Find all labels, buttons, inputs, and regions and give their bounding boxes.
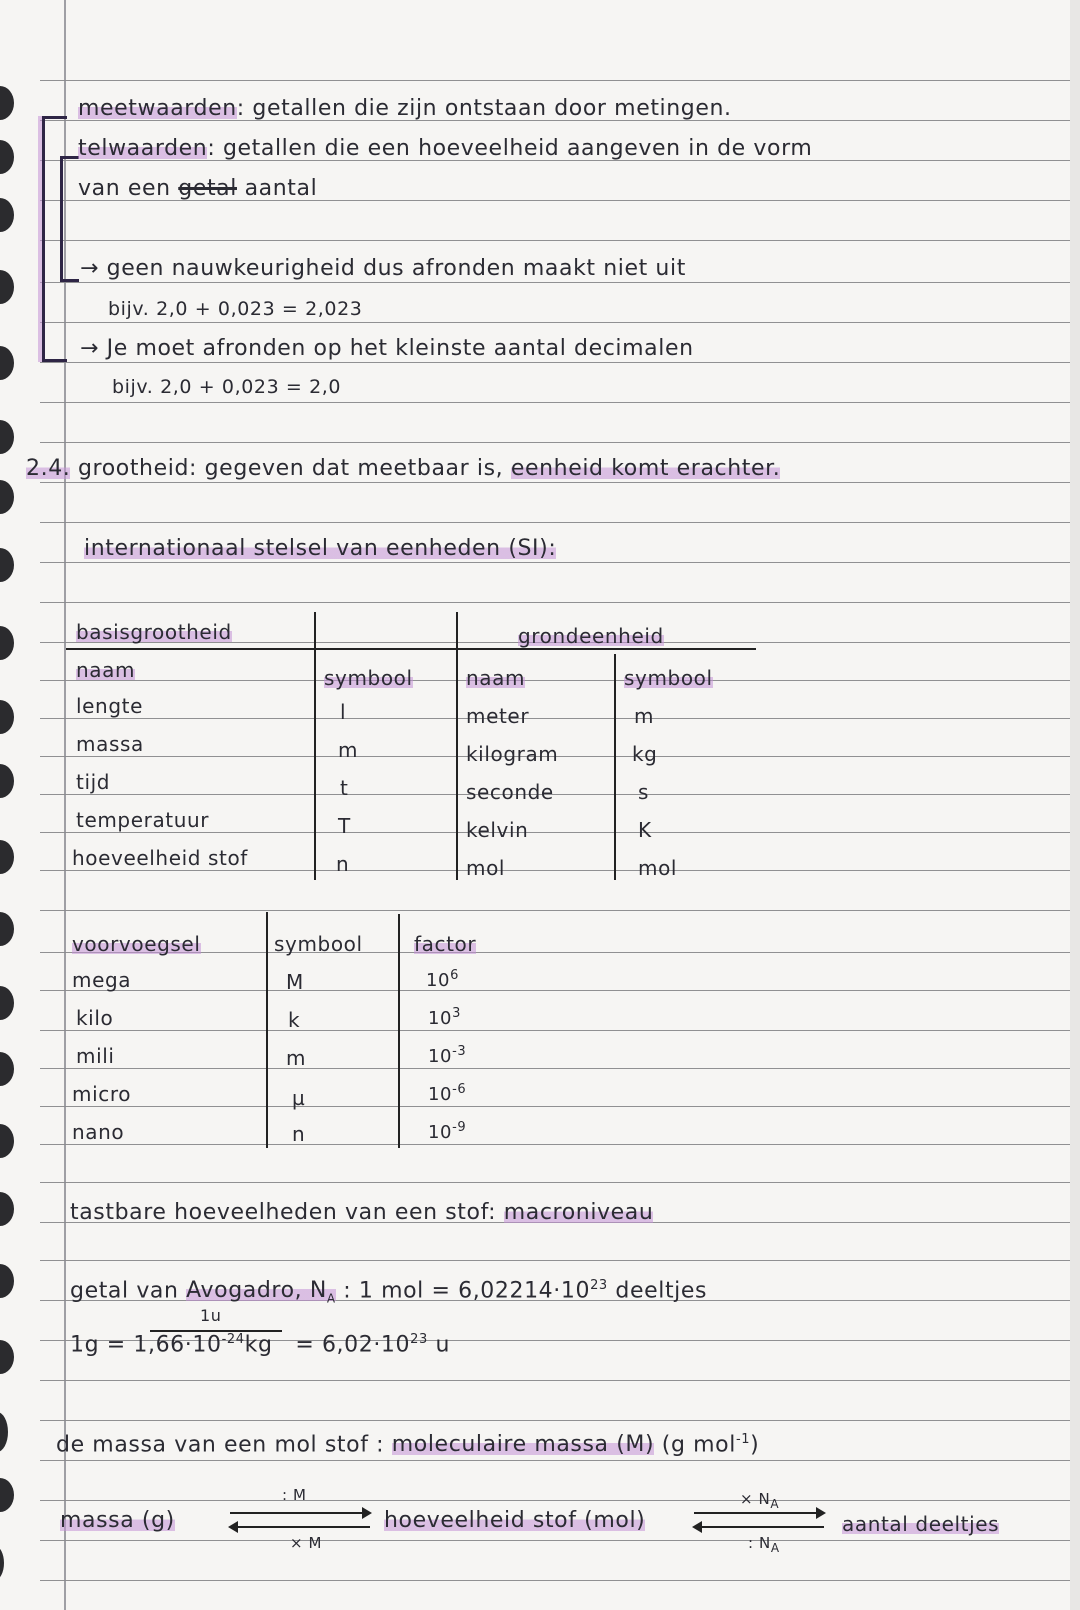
rule-line [40, 1380, 1080, 1381]
rule-line [40, 322, 1080, 323]
atomic-mass-unit-line [70, 1332, 450, 1357]
text: van een [78, 176, 171, 201]
si-cell: K [638, 818, 652, 842]
si-cell: kelvin [466, 818, 529, 842]
rule-line [40, 362, 1080, 363]
table-divider [614, 654, 616, 880]
text: naam [466, 666, 526, 690]
text: : 1 mol = 6,02214·10 [343, 1278, 591, 1304]
text: geen nauwkeurigheid dus afronden maakt niet uit [106, 256, 686, 281]
prefix-name: micro [72, 1082, 132, 1106]
term-grootheid: grootheid [77, 456, 190, 481]
table-divider [398, 914, 400, 1148]
bracket-telwaarden [60, 156, 79, 282]
rule-line [40, 870, 1080, 871]
binder-hole [0, 1192, 14, 1226]
si-group-basisgrootheid [76, 620, 232, 644]
si-header-naam-eenheid [466, 666, 525, 690]
arrow-left-icon [230, 1526, 370, 1528]
exponent: -1 [735, 1432, 751, 1447]
prefix-name: mega [72, 968, 132, 992]
text: 1g [70, 1332, 100, 1358]
subscript: A [326, 1291, 336, 1306]
arrow-right-icon [230, 1512, 370, 1514]
text: 10 [426, 970, 451, 991]
binder-hole [0, 626, 14, 660]
prefix-symbol: m [286, 1046, 307, 1070]
binder-hole [0, 86, 14, 120]
prefix-factor [428, 1082, 466, 1105]
section-number: 2.4. [26, 456, 71, 481]
rule-line [40, 910, 1080, 911]
text: (g mol [661, 1432, 736, 1458]
si-header-naam [76, 658, 135, 682]
binder-hole [0, 986, 14, 1020]
text: grondeenheid [518, 624, 664, 648]
text: hoeveelheid stof (mol) [384, 1508, 646, 1533]
term-moleculaire-massa: moleculaire massa (M) [391, 1432, 655, 1458]
prefix-factor [426, 968, 459, 991]
text: 10 [428, 1008, 453, 1029]
text: × N [740, 1490, 771, 1508]
arrow-note-meetwaarden [80, 336, 694, 361]
prefix-factor [428, 1120, 466, 1143]
text: : gegeven dat meetbaar is, [189, 456, 504, 481]
rule-line [40, 522, 1080, 523]
si-cell: t [340, 776, 349, 800]
binder-hole [0, 1546, 4, 1580]
prefix-symbol: M [286, 970, 304, 994]
definition-text: : getallen die zijn ontstaan door metingen. [236, 96, 732, 121]
si-cell: temperatuur [76, 808, 210, 832]
rule-line [40, 1420, 1080, 1421]
text: voorvoegsel [72, 932, 201, 956]
rule-line [40, 1182, 1080, 1183]
si-cell: m [338, 738, 359, 762]
rule-line [40, 282, 1080, 283]
rule-line [40, 1500, 1080, 1501]
binder-hole [0, 480, 14, 514]
prefix-factor [428, 1006, 461, 1029]
text: 10 [428, 1122, 453, 1143]
heading-text: internationaal stelsel van eenheden (SI): [84, 536, 557, 561]
si-cell: lengte [76, 694, 143, 718]
text: Avogadro, N [186, 1278, 327, 1304]
text-highlight: eenheid komt erachter. [510, 456, 781, 481]
binder-hole [0, 198, 14, 232]
text: factor [414, 932, 477, 956]
exponent: -24 [221, 1332, 245, 1347]
arrow-left-icon [694, 1526, 824, 1528]
rule-line [40, 990, 1080, 991]
binder-hole [0, 1052, 14, 1086]
term-meetwaarden: meetwaarden [78, 96, 237, 121]
text: Je moet afronden op het kleinste aantal decimalen [106, 336, 694, 361]
rule-line [40, 482, 1080, 483]
text: u [435, 1332, 451, 1358]
rule-line [40, 832, 1080, 833]
label-divide-m: : M [282, 1486, 307, 1504]
rule-line [40, 442, 1080, 443]
text: massa (g) [60, 1508, 175, 1533]
exponent: -9 [452, 1120, 467, 1135]
rule-line [40, 402, 1080, 403]
subscript: A [770, 1497, 780, 1511]
text: = 6,02·10 [295, 1332, 411, 1358]
text: : N [748, 1534, 771, 1552]
term-telwaarden: telwaarden [78, 136, 208, 161]
example-telwaarden: bijv. 2,0 + 0,023 = 2,023 [108, 298, 363, 320]
table-header-rule [66, 648, 756, 650]
text: symbool [274, 932, 363, 956]
si-cell: seconde [466, 780, 554, 804]
text: deeltjes [615, 1278, 708, 1304]
rule-line [40, 1580, 1080, 1581]
rule-line [40, 718, 1080, 719]
si-cell: m [634, 704, 655, 728]
si-heading [84, 536, 556, 561]
text: symbool [324, 666, 413, 690]
binder-hole [0, 140, 14, 174]
si-cell: n [336, 852, 350, 876]
rule-line [40, 794, 1080, 795]
conversion-hoeveelheid [384, 1508, 645, 1533]
si-cell: meter [466, 704, 530, 728]
si-cell: mol [638, 856, 678, 880]
rule-line [40, 240, 1080, 241]
prefix-symbol: k [288, 1008, 301, 1032]
struck-text: getal [178, 176, 237, 201]
term-macroniveau: macroniveau [503, 1200, 654, 1225]
text: naam [76, 658, 136, 682]
text: tastbare hoeveelheden van een stof: [70, 1200, 497, 1225]
binder-hole [0, 1124, 14, 1158]
prefix-header-voorvoegsel [72, 932, 201, 956]
arrow-note-telwaarden [80, 256, 686, 281]
binder-hole [0, 700, 14, 734]
text: symbool [624, 666, 713, 690]
si-header-symbool-eenheid [624, 666, 713, 690]
subscript: A [770, 1541, 780, 1555]
definition-text: : getallen die een hoeveelheid aangeven in de vorm [207, 136, 813, 161]
exponent: -3 [452, 1044, 467, 1059]
prefix-name: nano [72, 1120, 125, 1144]
si-cell: tijd [76, 770, 111, 794]
prefix-name: kilo [76, 1006, 114, 1030]
table-divider [314, 612, 316, 880]
si-cell: hoeveelheid stof [72, 846, 248, 870]
text: aantal deeltjes [842, 1512, 1000, 1536]
si-header-symbool [324, 666, 413, 690]
si-cell: mol [466, 856, 506, 880]
prefix-name: mili [76, 1044, 115, 1068]
macroniveau-note [70, 1200, 653, 1225]
prefix-symbol: n [292, 1122, 306, 1146]
binder-hole [0, 346, 14, 380]
rule-line [40, 1106, 1080, 1107]
text: 10 [428, 1084, 453, 1105]
definition-telwaarden [78, 136, 812, 161]
si-cell: massa [76, 732, 144, 756]
si-cell: kilogram [466, 742, 559, 766]
text: ) [750, 1432, 760, 1458]
label-multiply-na [740, 1490, 779, 1511]
page-edge [1070, 0, 1080, 1610]
arrow-right-icon [694, 1512, 824, 1514]
si-cell: T [338, 814, 351, 838]
exponent: 23 [410, 1332, 428, 1347]
term-avogadro [186, 1278, 336, 1306]
table-divider [266, 912, 268, 1148]
text: = 1,66·10 [106, 1332, 222, 1358]
label-multiply-m: × M [290, 1534, 323, 1552]
text: getal van [70, 1278, 179, 1304]
rule-line [40, 1068, 1080, 1069]
unit-u-label: 1u [200, 1306, 222, 1325]
binder-hole [0, 840, 14, 874]
prefix-factor [428, 1044, 466, 1067]
exponent: 6 [450, 968, 459, 983]
conversion-aantal [842, 1512, 999, 1536]
exponent: 23 [590, 1278, 608, 1293]
conversion-massa [60, 1508, 175, 1533]
si-group-grondeenheid [518, 624, 664, 648]
text: de massa van een mol stof : [56, 1432, 385, 1458]
rule-line [40, 1144, 1080, 1145]
definition-meetwaarden [78, 96, 732, 121]
text: aantal [244, 176, 318, 201]
binder-hole [0, 1412, 8, 1452]
binder-hole [0, 1264, 14, 1298]
rule-line [40, 1030, 1080, 1031]
definition-telwaarden-cont [78, 176, 317, 201]
rule-line [40, 1460, 1080, 1461]
rule-line [40, 602, 1080, 603]
rule-line [40, 1540, 1080, 1541]
rule-line [40, 1260, 1080, 1261]
prefix-header-factor [414, 932, 476, 956]
binder-hole [0, 420, 14, 454]
prefix-header-symbool [274, 932, 363, 956]
rule-line [40, 80, 1080, 81]
rule-line [40, 562, 1080, 563]
rule-line [40, 680, 1080, 681]
binder-hole [0, 764, 14, 798]
binder-hole [0, 1340, 14, 1374]
table-divider [456, 612, 458, 880]
binder-hole [0, 912, 14, 946]
example-meetwaarden: bijv. 2,0 + 0,023 = 2,0 [112, 376, 342, 398]
prefix-symbol: µ [292, 1086, 306, 1110]
si-cell: kg [632, 742, 658, 766]
exponent: -6 [452, 1082, 467, 1097]
text: kg [244, 1332, 273, 1358]
avogadro-line [70, 1278, 707, 1306]
binder-hole [0, 548, 14, 582]
label-divide-na [748, 1534, 780, 1555]
binder-hole [0, 1478, 14, 1512]
grootheid-definition [26, 456, 780, 481]
arrow-icon: → [80, 256, 107, 281]
si-cell: s [638, 780, 650, 804]
text: basisgrootheid [76, 620, 232, 644]
exponent: 3 [452, 1006, 461, 1021]
arrow-icon: → [80, 336, 107, 361]
binder-hole [0, 270, 14, 304]
rule-line [40, 756, 1080, 757]
molar-mass-line [56, 1432, 759, 1457]
text: 10 [428, 1046, 453, 1067]
si-cell: l [340, 700, 347, 724]
